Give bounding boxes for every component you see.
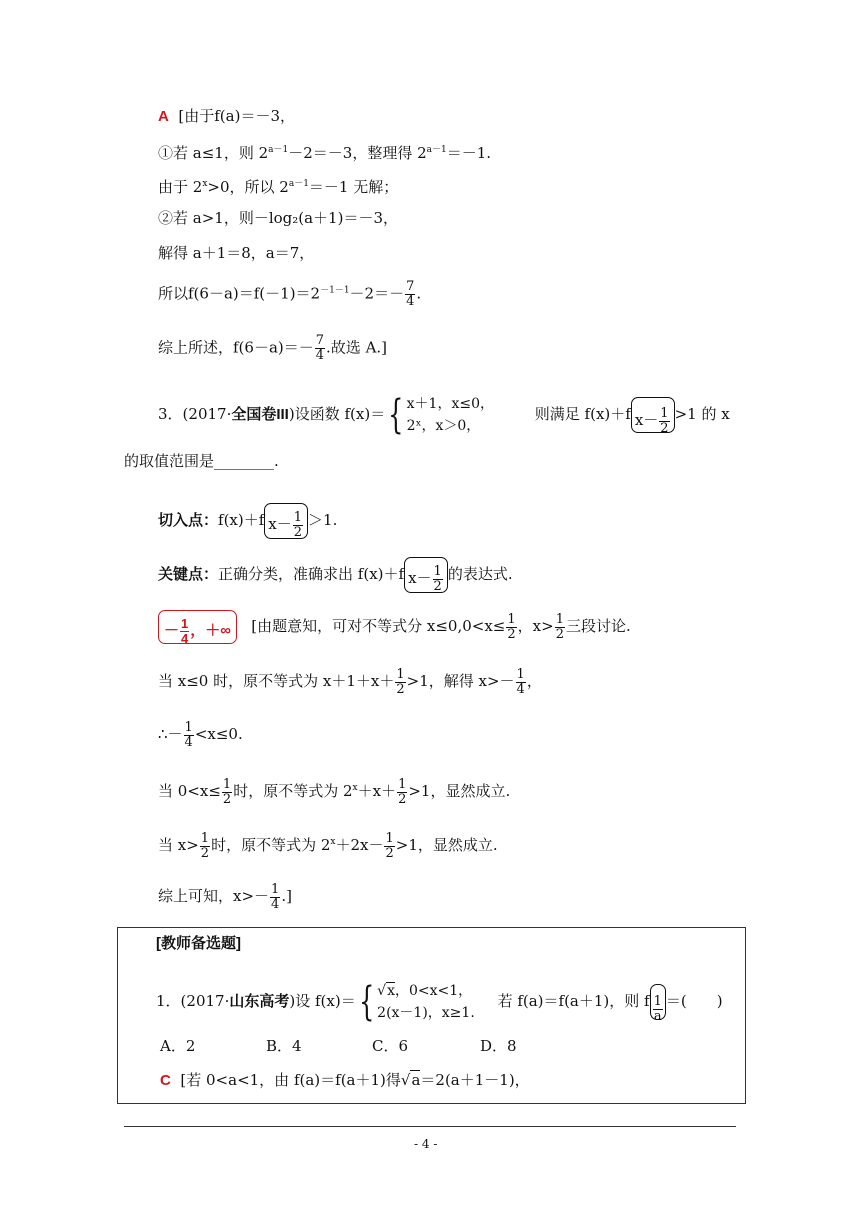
text: －2＝－3，整理得 2 — [288, 144, 427, 162]
numerator: 1 — [555, 611, 564, 627]
text: 的表达式. — [447, 565, 513, 583]
text: x－ — [268, 515, 292, 533]
question-3 — [158, 392, 730, 437]
denominator: a — [653, 1008, 662, 1024]
text: .] — [281, 887, 292, 905]
piecewise-cases — [377, 980, 475, 1024]
numerator: 1 — [516, 666, 525, 682]
text: ①若 a≤1，则 2 — [158, 144, 269, 162]
question-source: 全国卷III — [231, 406, 289, 423]
text: 若 f(a)＝f(a＋1)，则 f — [497, 992, 650, 1010]
case-2: 2ˣ，x＞0， — [406, 418, 481, 434]
denominator: 2 — [555, 626, 564, 642]
text: ， — [526, 672, 542, 690]
text: ＝－1. — [446, 144, 492, 162]
fraction — [555, 613, 565, 642]
denominator: 4 — [271, 896, 280, 912]
case-2: 2(x－1)，x≥1. — [377, 1005, 475, 1021]
sqrt-radicand: x — [387, 983, 395, 999]
text: ＝－1 无解； — [308, 178, 399, 196]
denominator: 2 — [660, 420, 669, 436]
page-number: - 4 - — [414, 1137, 438, 1151]
text: ＋2x－ — [335, 836, 384, 854]
numerator: 7 — [406, 279, 415, 294]
entry-point — [158, 500, 337, 541]
paren-box — [631, 397, 675, 436]
text: －2＝－ — [349, 284, 405, 303]
text: ＝( ) — [665, 992, 723, 1010]
text: >1，显然成立. — [408, 782, 511, 800]
text: )设函数 f(x)＝ — [288, 405, 386, 423]
text: ＋x＋ — [357, 782, 397, 800]
fraction — [653, 995, 663, 1024]
denominator: 2 — [385, 845, 394, 861]
exponent: x — [330, 837, 336, 847]
entry-label: 切入点： — [158, 512, 219, 529]
exponent: x — [202, 179, 208, 189]
paren-box — [264, 503, 308, 539]
numerator: 1 — [181, 615, 189, 631]
exponent: －1－1 — [320, 285, 350, 296]
numerator: 1 — [222, 776, 232, 792]
fraction — [395, 668, 405, 697]
answer-label: A — [158, 108, 169, 125]
numerator: 1 — [293, 509, 303, 525]
numerator: 1 — [396, 666, 405, 682]
exponent: a－1 — [288, 179, 309, 189]
fraction — [506, 613, 516, 642]
solution-3-line-4 — [158, 768, 510, 811]
fraction — [384, 832, 394, 861]
denominator: 4 — [181, 630, 189, 646]
solution-3-line-3 — [158, 714, 243, 754]
solution-3-line-2 — [158, 661, 542, 701]
denominator: 2 — [507, 626, 516, 642]
question-3-line-2: 的取值范围是________. — [124, 452, 279, 470]
text: >1，解得 x>－ — [406, 672, 515, 690]
solution-line-6 — [158, 280, 421, 309]
text: 所以f(6－a)＝f(－1)＝2 — [158, 284, 321, 303]
numerator: 1 — [660, 405, 669, 421]
denominator: 2 — [200, 845, 210, 861]
solution-3-line-6 — [158, 876, 292, 916]
numerator: 1 — [398, 776, 407, 792]
text: 3．(2017· — [158, 405, 232, 423]
footer-divider — [124, 1126, 736, 1127]
text: x－ — [634, 411, 659, 429]
numerator: 1 — [385, 830, 394, 846]
exponent: a－1 — [268, 145, 289, 155]
exponent: a－1 — [426, 145, 447, 155]
text: 综上所述，f(6－a)＝－ — [158, 338, 314, 357]
text: 时，原不等式为 2 — [211, 836, 331, 854]
text: ，＋∞ — [190, 622, 231, 639]
denominator: 4 — [406, 294, 415, 309]
text: 时，原不等式为 2 — [233, 782, 353, 800]
key-label: 关键点： — [158, 566, 219, 583]
numerator: 1 — [184, 719, 193, 735]
exponent: x — [352, 783, 358, 793]
numerator: 7 — [315, 333, 325, 348]
option-d: D．8 — [480, 1037, 517, 1055]
answer-label: C — [160, 1072, 171, 1089]
text: ，0<x<1， — [394, 983, 473, 999]
text: >0，所以 2 — [207, 178, 289, 196]
numerator: 1 — [507, 611, 516, 627]
text: )设 f(x)＝ — [289, 992, 356, 1010]
answer-line-1 — [158, 106, 295, 127]
fraction — [184, 721, 194, 750]
text: ∴－ — [158, 725, 183, 743]
text: 当 x> — [158, 836, 199, 854]
text: 由于 2 — [158, 178, 203, 196]
teacher-question-1 — [156, 978, 723, 1025]
sqrt-radicand: a — [411, 1071, 421, 1089]
case-1: √x，0<x<1， — [377, 983, 473, 999]
denominator: 2 — [398, 791, 407, 807]
denominator: 4 — [315, 348, 325, 363]
fraction — [516, 668, 526, 697]
text: 则满足 f(x)＋f — [534, 405, 631, 423]
teacher-box-title: [教师备选题] — [156, 935, 241, 952]
teacher-answer: C [若 0<a<1，由 f(a)＝f(a＋1)得√a＝2(a＋1－1)， — [160, 1071, 530, 1089]
denominator: 2 — [222, 791, 232, 807]
text: x－ — [408, 569, 432, 587]
text: f(x)＋f — [218, 511, 265, 529]
paren-box — [650, 984, 666, 1024]
text: 当 0<x≤ — [158, 782, 221, 800]
text: ，x> — [517, 617, 554, 635]
text: 三段讨论. — [565, 617, 631, 635]
option-a: A．2 — [160, 1037, 196, 1055]
denominator: 2 — [396, 681, 405, 697]
fraction — [200, 832, 210, 861]
text: <x≤0. — [194, 725, 243, 743]
text: － — [164, 622, 180, 639]
left-brace-icon: { — [358, 979, 375, 1025]
text: 1．(2017· — [156, 992, 230, 1010]
denominator: 2 — [433, 578, 442, 594]
text: . — [416, 284, 422, 303]
fraction — [405, 280, 415, 309]
text: ＝2(a＋1－1)， — [420, 1071, 530, 1089]
left-brace-icon: { — [388, 392, 404, 438]
text: [由题意知，可对不等式分 x≤0,0<x≤ — [251, 617, 506, 635]
fraction — [270, 883, 280, 912]
fraction — [293, 511, 303, 540]
solution-line-2 — [158, 140, 491, 163]
numerator: 1 — [200, 830, 210, 846]
fraction — [433, 565, 443, 594]
text: 当 x≤0 时，原不等式为 x＋1＋x＋ — [158, 672, 395, 690]
fraction — [315, 334, 325, 363]
solution-line-3 — [158, 174, 398, 197]
fraction — [397, 778, 407, 807]
denominator: 4 — [184, 734, 193, 750]
fraction — [659, 407, 669, 436]
numerator: 1 — [433, 563, 442, 579]
solution-line-4: ②若 a>1，则－log₂(a＋1)＝－3， — [158, 209, 399, 227]
numerator: 1 — [653, 993, 662, 1009]
option-c: C．6 — [372, 1037, 409, 1055]
denominator: 2 — [293, 524, 303, 540]
solution-text: [由于f(a)＝－3， — [178, 107, 295, 125]
solution-line-5: 解得 a＋1＝8，a＝7， — [158, 244, 315, 262]
text: 综上可知，x>－ — [158, 887, 270, 905]
text: ＞1. — [308, 511, 338, 529]
case-1: x＋1，x≤0， — [406, 396, 494, 412]
text: [若 0<a<1，由 f(a)＝f(a＋1)得 — [180, 1071, 401, 1089]
fraction — [180, 617, 189, 646]
solution-line-7 — [158, 334, 387, 363]
key-point — [158, 554, 513, 595]
answer-interval — [158, 610, 237, 644]
text: >1，显然成立. — [395, 836, 498, 854]
solution-3-line-1 — [158, 606, 631, 646]
solution-3-line-5 — [158, 822, 498, 865]
text: 正确分类，准确求出 f(x)＋f — [218, 565, 405, 583]
paren-box — [404, 557, 448, 593]
option-b: B．4 — [266, 1037, 302, 1055]
fraction — [222, 778, 232, 807]
numerator: 1 — [271, 881, 280, 897]
text: >1 的 x — [674, 405, 730, 423]
text: .故选 A.] — [326, 338, 388, 357]
question-source: 山东高考 — [229, 993, 290, 1010]
piecewise-cases — [407, 393, 494, 437]
teacher-backup-box — [117, 927, 746, 1104]
denominator: 4 — [516, 681, 525, 697]
